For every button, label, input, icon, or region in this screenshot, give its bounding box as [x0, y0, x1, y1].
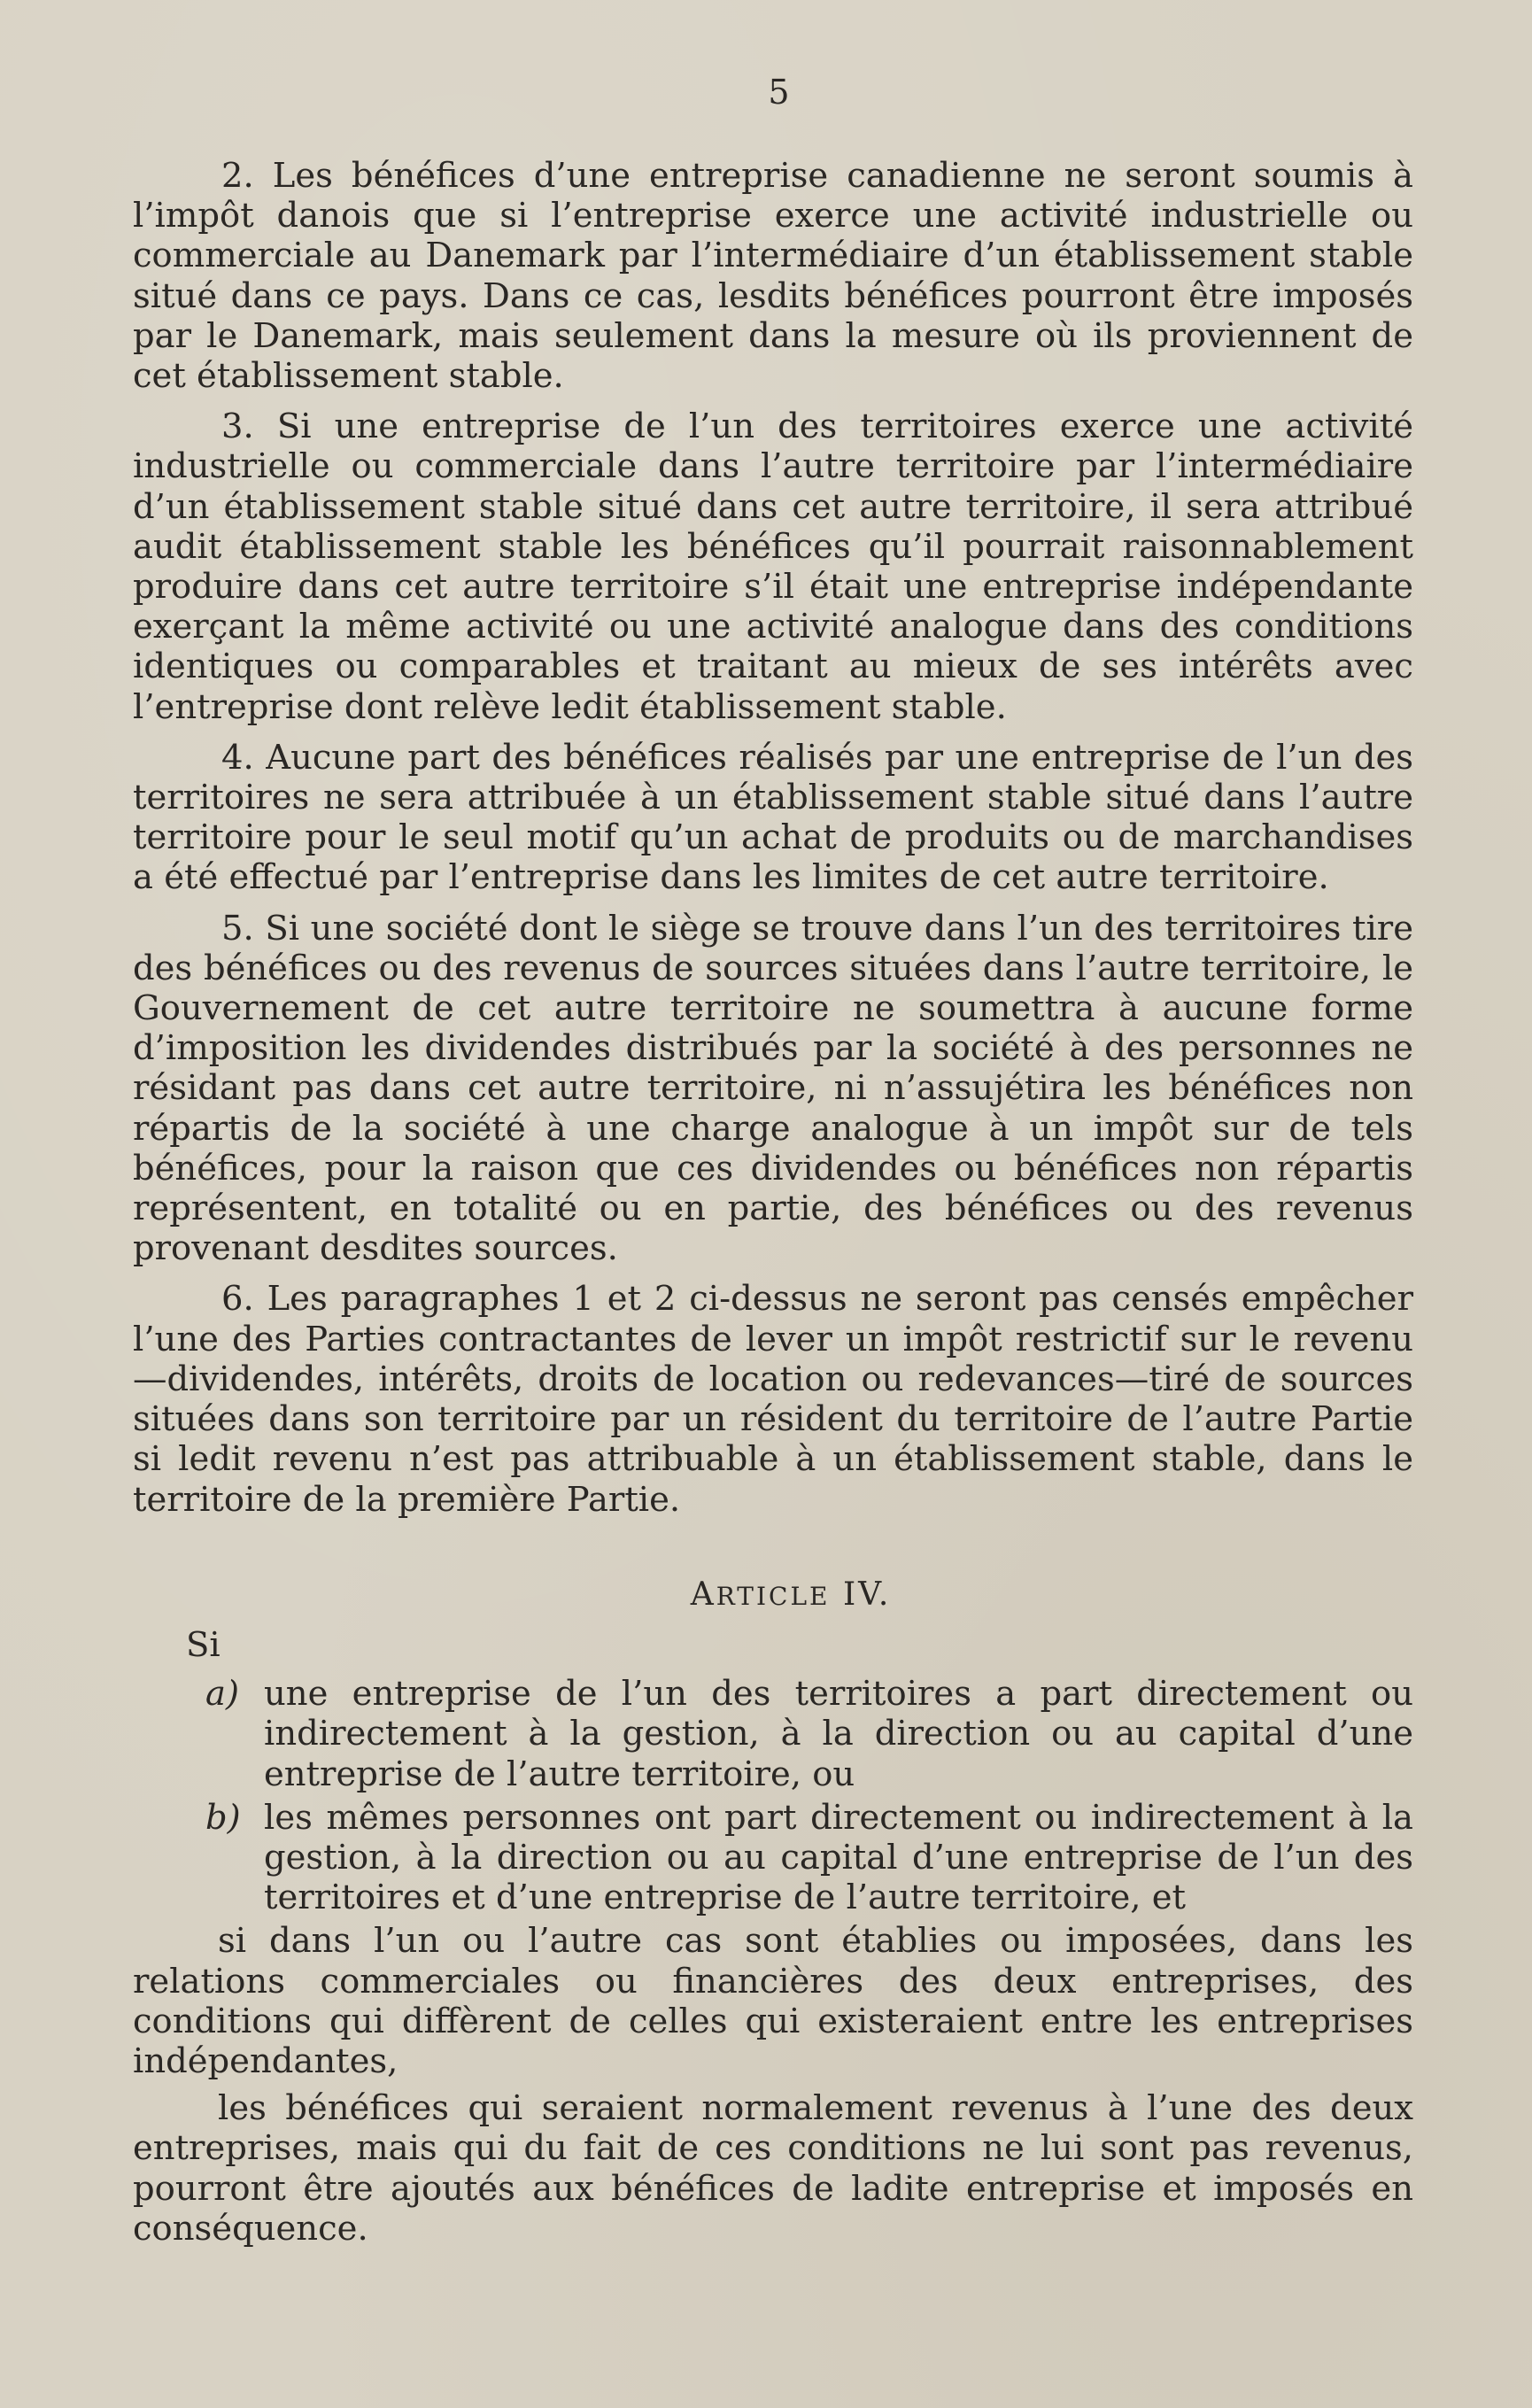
list-item-a	[133, 1674, 1413, 1794]
list-item-a-text: une entreprise de l’un des territoires a part directement ou indirectement à la gestion, à la direction ou au capital d’une entreprise de l’autre territoire, ou	[264, 1674, 1413, 1794]
list-item-b	[133, 1798, 1413, 1918]
article-heading-number: IV.	[842, 1576, 892, 1613]
list-marker-a: a)	[205, 1674, 239, 1715]
article-heading-word: RTICLE	[716, 1581, 831, 1611]
paragraph-5: 5. Si une société dont le siège se trouve dans l’un des territoires tire des bénéfices ou des revenus de sources situées dans l’autre territoire, le Gouvernement de cet autre territoire ne soumettra à aucune forme d’imposition les dividendes distribués par la société à des personnes ne résidant pas dans cet autre territoire, ni n’assujétira les bénéfices non répartis de la société à une charge analogue à un impôt sur de tels bénéfices, pour la raison que ces dividendes ou bénéfices non répartis représentent, en totalité ou en partie, des bénéfices ou des revenus provenant desdites sources.	[133, 908, 1413, 1269]
article-heading	[133, 1575, 1413, 1616]
document-body	[133, 156, 1413, 2256]
paragraph-2: 2. Les bénéfices d’une entreprise canadienne ne seront soumis à l’impôt danois que si l’entreprise exerce une activité industrielle ou commerciale au Danemark par l’intermédiaire d’un établissement stable situé dans ce pays. Dans ce cas, lesdits bénéfices pourront être imposés par le Danemark, mais seulement dans la mesure où ils proviennent de cet établissement stable.	[133, 156, 1413, 397]
article-heading-initial: A	[690, 1576, 716, 1613]
article-intro: Si	[186, 1624, 221, 1665]
page-number: 5	[768, 73, 791, 112]
list-marker-b: b)	[205, 1797, 241, 1838]
paragraph-3: 3. Si une entreprise de l’un des territoires exerce une activité industrielle ou commerciale dans l’autre territoire par l’intermédiaire d’un établissement stable situé dans cet autre territoire, il sera attribué audit établissement stable les bénéfices qu’il pourrait raisonnablement produire dans cet autre territoire s’il était une entreprise indépendante exerçant la même activité ou une activité analogue dans des conditions identiques ou comparables et traitant au mieux de ses intérêts avec l’entreprise dont relève ledit établissement stable.	[133, 406, 1413, 727]
closing-paragraph-profits: les bénéfices qui seraient normalement revenus à l’une des deux entreprises, mais qui du fait de ces conditions ne lui sont pas revenus, pourront être ajoutés aux bénéfices de ladite entreprise et imposés en conséquence.	[133, 2088, 1413, 2249]
list-item-b-text: les mêmes personnes ont part directement ou indirectement à la gestion, à la direction ou au capital d’une entreprise de l’un des territoires et d’une entreprise de l’autre territoire, et	[264, 1797, 1413, 1918]
closing-paragraph-conditions: si dans l’un ou l’autre cas sont établies ou imposées, dans les relations commerciales ou financières des deux entreprises, des conditions qui diffèrent de celles qui existeraient entre les entreprises indépendantes,	[133, 1921, 1413, 2081]
paragraph-4: 4. Aucune part des bénéfices réalisés par une entreprise de l’un des territoires ne sera attribuée à un établissement stable situé dans l’autre territoire pour le seul motif qu’un achat de produits ou de marchandises a été effectué par l’entreprise dans les limites de cet autre territoire.	[133, 737, 1413, 898]
paragraph-6: 6. Les paragraphes 1 et 2 ci-dessus ne seront pas censés empêcher l’une des Parties contractantes de lever un impôt restrictif sur le revenu—dividendes, intérêts, droits de location ou redevances—tiré de sources situées dans son territoire par un résident du territoire de l’autre Partie si ledit revenu n’est pas attribuable à un établissement stable, dans le territoire de la première Partie.	[133, 1279, 1413, 1520]
